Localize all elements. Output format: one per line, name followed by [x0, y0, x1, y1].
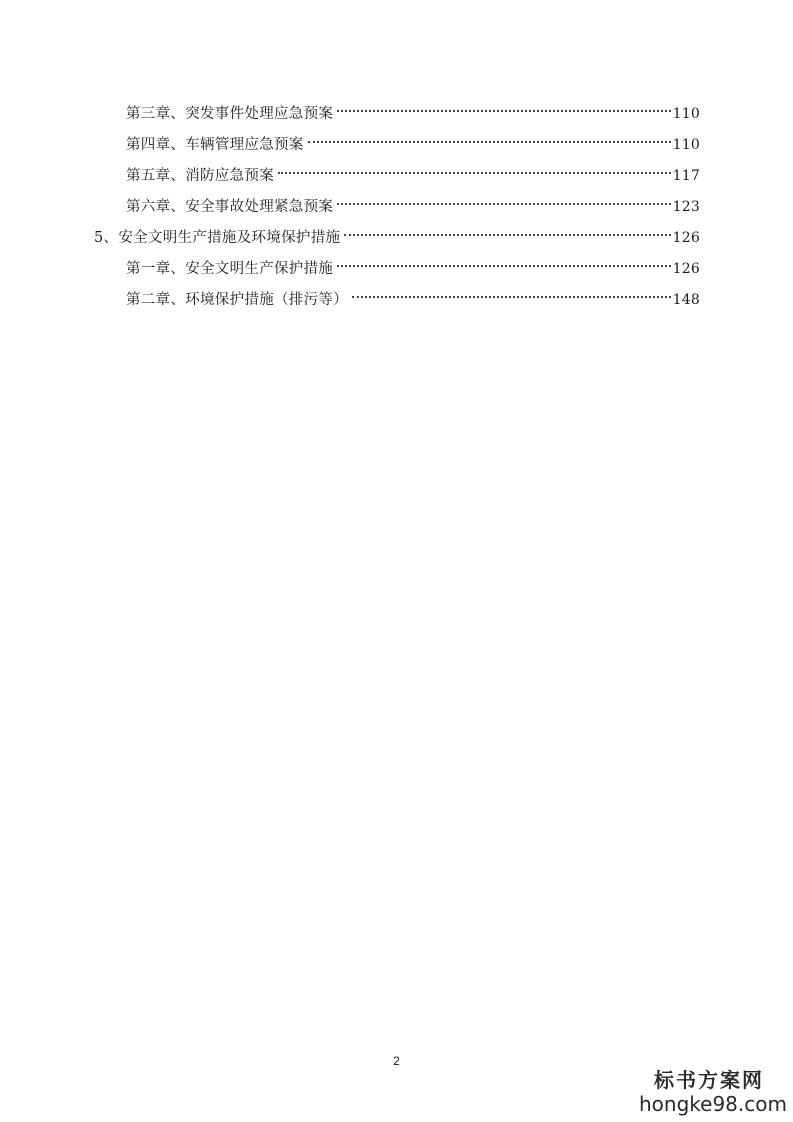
toc-entry-title: 第三章、突发事件处理应急预案: [126, 106, 334, 122]
toc-entry[interactable]: [126, 187, 700, 215]
toc-entry[interactable]: [126, 156, 700, 184]
toc-entry-page: 110: [672, 106, 700, 122]
toc-dot-leader: [337, 94, 670, 118]
toc-section-entry[interactable]: [94, 218, 700, 246]
toc-entry[interactable]: [126, 94, 700, 122]
toc-dot-leader: [337, 249, 670, 273]
toc-entry-title: 第五章、消防应急预案: [126, 168, 274, 184]
toc-entry-title: 5、安全文明生产措施及环境保护措施: [94, 230, 341, 246]
toc-entry[interactable]: [126, 125, 700, 153]
toc-entry[interactable]: [126, 280, 700, 308]
toc-dot-leader: [278, 156, 671, 180]
toc-entry-page: 126: [672, 261, 700, 277]
toc-entry-page: 148: [672, 292, 700, 308]
toc-entry-page: 126: [672, 230, 700, 246]
toc-entry-page: 123: [672, 199, 700, 215]
page-number: 2: [393, 1054, 400, 1068]
toc-entry-title: 第一章、安全文明生产保护措施: [126, 261, 334, 277]
toc-entry-title: 第四章、车辆管理应急预案: [126, 137, 304, 153]
watermark-url: hongke98.com: [639, 1092, 787, 1116]
watermark-name: 标书方案网: [654, 1068, 764, 1092]
toc-entry-title: 第六章、安全事故处理紧急预案: [126, 199, 334, 215]
toc-dot-leader: [352, 280, 671, 304]
toc-entry[interactable]: [126, 249, 700, 277]
toc-dot-leader: [344, 218, 670, 242]
toc-dot-leader: [337, 187, 670, 211]
toc-entry-page: 110: [672, 137, 700, 153]
toc-entry-title: 第二章、环境保护措施（排污等）: [126, 292, 348, 308]
toc-dot-leader: [308, 125, 671, 149]
toc-entry-page: 117: [672, 168, 700, 184]
site-watermark: [639, 1068, 787, 1116]
